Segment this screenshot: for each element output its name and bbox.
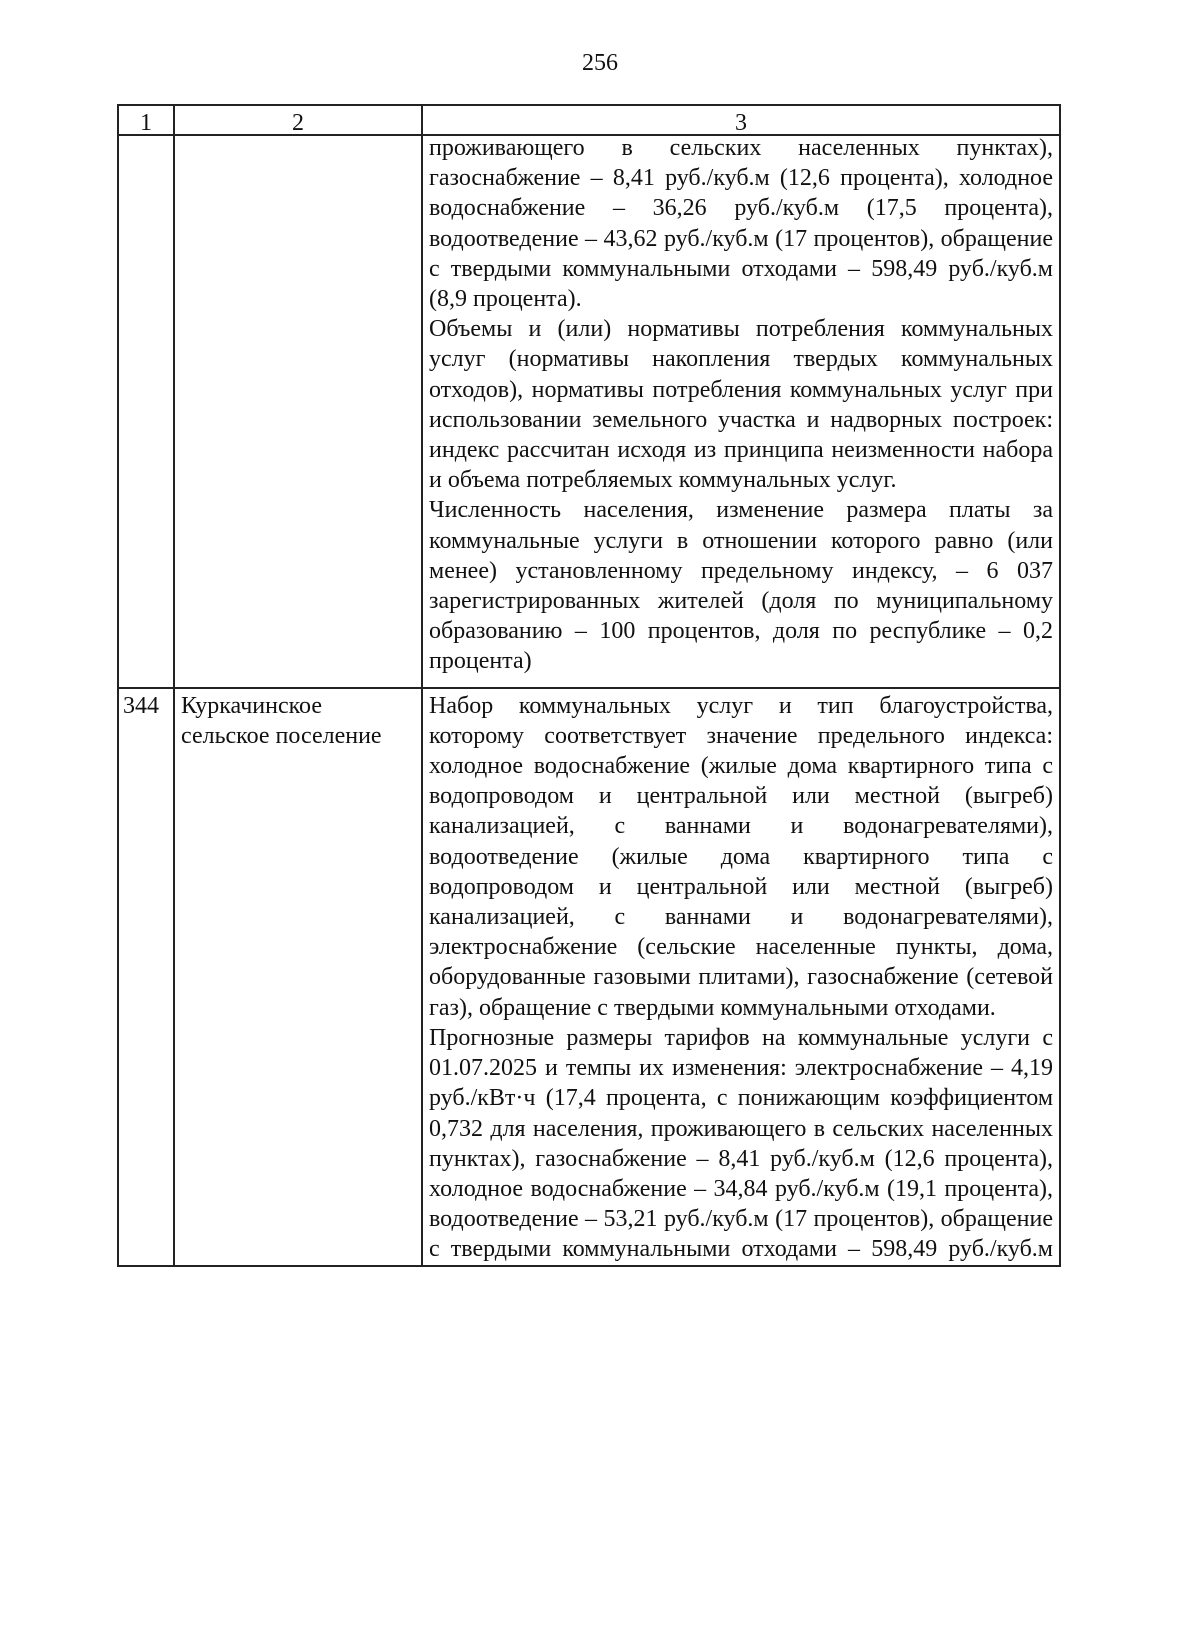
- column-header-2: 2: [173, 106, 421, 136]
- column-header-3: 3: [421, 106, 1061, 136]
- table-row: [117, 136, 1061, 687]
- description-paragraph: проживающего в сельских населенных пунктах), газоснабжение – 8,41 руб./куб.м (12,6 процента), холодное водоснабжение – 36,26 руб./куб.м (17,5 процента), водоотведение – 43,62 руб./куб.м (17 процентов), обращение с твердыми коммунальными отходами – 598,49 руб./куб.м (8,9 процента).: [429, 135, 1053, 313]
- description-paragraph: Численность населения, изменение размера платы за коммунальные услуги в отношении которого равно (или менее) установленному предельному индексу, – 6 037 зарегистрированных жителей (доля по муниципальному образованию – 100 процентов, доля по республике – 0,2 процента): [429, 497, 1053, 675]
- document-table: [117, 104, 1061, 1267]
- table-row: [117, 687, 1061, 1265]
- table-header-row: [117, 106, 1061, 136]
- column-header-1: 1: [117, 106, 173, 136]
- row-name-cell: [173, 136, 421, 687]
- row-description-cell: [421, 133, 1061, 687]
- page-number: 256: [582, 50, 618, 76]
- description-paragraph: Прогнозные размеры тарифов на коммунальные услуги с 01.07.2025 и темпы их изменения: электроснабжение – 4,19 руб./кВт·ч (17,4 процента, с понижающим коэффициентом 0,732 для населения, проживающего в сельских населенных пунктах), газоснабжение – 8,41 руб./куб.м (12,6 процента), холодное водоснабжение – 34,84 руб./куб.м (19,1 процента), водоотведение – 53,21 руб./куб.м (17 процентов), обращение с твердыми коммунальными отходами – 598,49 руб./куб.м: [429, 1024, 1053, 1263]
- row-number-cell: [117, 136, 173, 687]
- description-paragraph: Набор коммунальных услуг и тип благоустройства, которому соответствует значение предельного индекса: холодное водоснабжение (жилые дома квартирного типа с водопроводом и центральной или местной (выгреб) канализацией, с ваннами и водонагревателями), водоотведение (жилые дома квартирного типа с водопроводом и центральной или местной (выгреб) канализацией, с ваннами и водонагревателями), электроснабжение (сельские населенные пункты, дома, оборудованные газовыми плитами), газоснабжение (сетевой газ), обращение с твердыми коммунальными отходами.: [429, 692, 1053, 1021]
- row-description-cell: [421, 689, 1061, 1265]
- row-number-cell: 344: [117, 689, 173, 1265]
- row-name-cell: Куркачинское сельское поселение: [173, 689, 421, 1265]
- description-paragraph: Объемы и (или) нормативы потребления коммунальных услуг (нормативы накопления твердых коммунальных отходов), нормативы потребления коммунальных услуг при использовании земельного участка и надворных построек: индекс рассчитан исходя из принципа неизменности набора и объема потребляемых коммунальных услуг.: [429, 316, 1053, 494]
